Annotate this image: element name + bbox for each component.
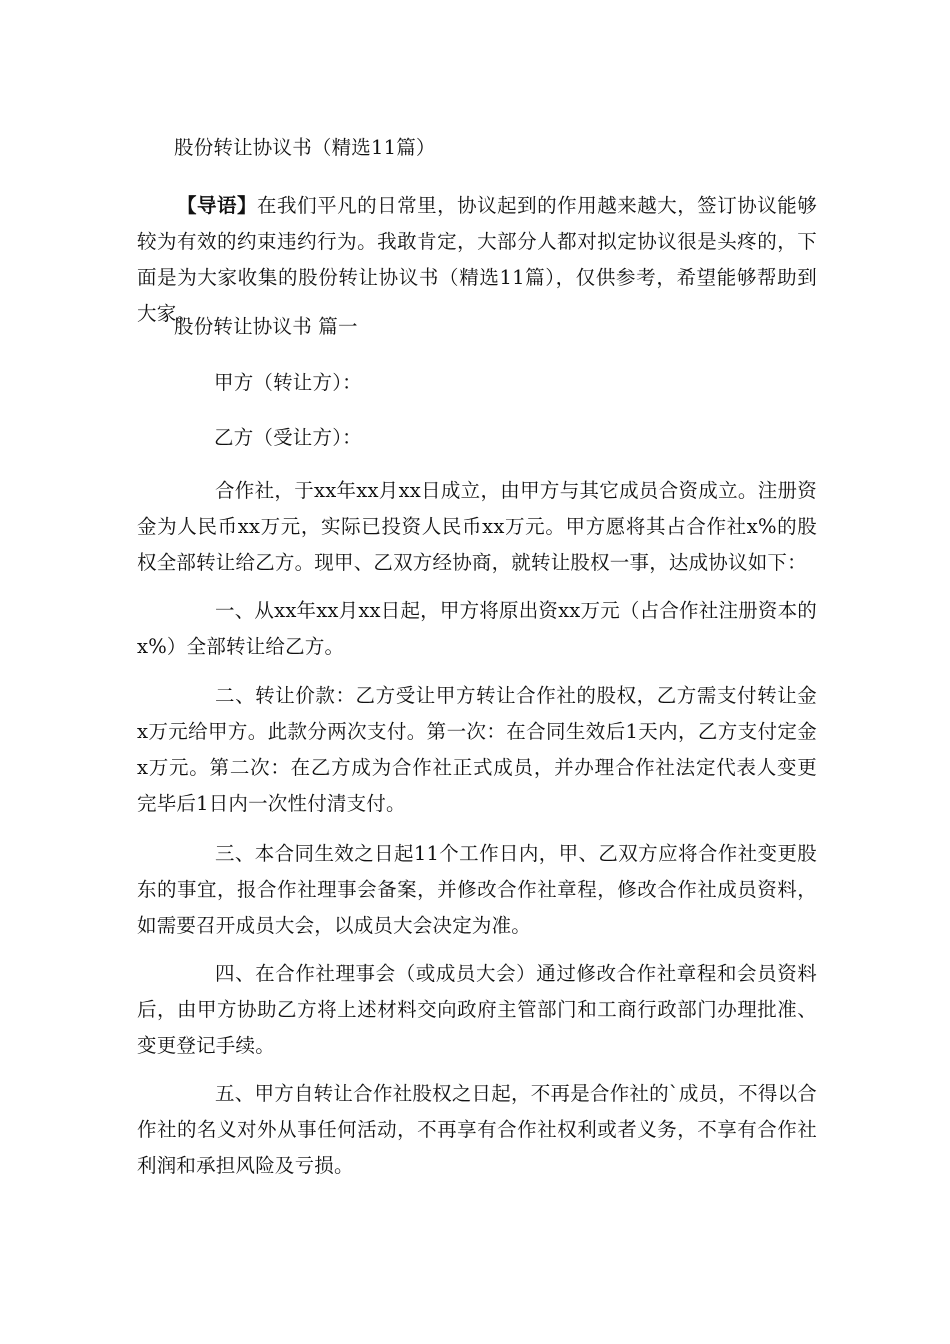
party-a-line: 甲方（转让方）：	[214, 371, 362, 394]
clause-5: 五、甲方自转让合作社股权之日起，不再是合作社的`成员，不得以合作社的名义对外从事任何活动，不再享有合作社权利或者义务，不享有合作社利润和承担风险及亏损。	[137, 1082, 817, 1177]
paragraph-company-info: 合作社，于xx年xx月xx日成立，由甲方与其它成员合资成立。注册资金为人民币xx万元，实际已投资人民币xx万元。甲方愿将其占合作社x%的股权全部转让给乙方。现甲、乙双方经协商，就转让股权一事，达成协议如下：	[137, 479, 817, 574]
section-heading: 股份转让协议书 篇一	[174, 315, 358, 338]
intro-text: 在我们平凡的日常里，协议起到的作用越来越大，签订协议能够较为有效的约束违约行为。我敢肯定，大部分人都对拟定协议很是头疼的，下面是为大家收集的股份转让协议书（精选11篇），仅供参考，希望能够帮助到大家。	[137, 194, 817, 325]
clause-4: 四、在合作社理事会（或成员大会）通过修改合作社章程和会员资料后，由甲方协助乙方将上述材料交向政府主管部门和工商行政部门办理批准、变更登记手续。	[137, 962, 817, 1057]
clause-3: 三、本合同生效之日起11个工作日内，甲、乙双方应将合作社变更股东的事宜，报合作社理事会备案，并修改合作社章程，修改合作社成员资料，如需要召开成员大会，以成员大会决定为准。	[137, 842, 817, 937]
intro-paragraph	[137, 188, 817, 332]
intro-label: 【导语】	[177, 194, 258, 217]
clause-2: 二、转让价款：乙方受让甲方转让合作社的股权，乙方需支付转让金x万元给甲方。此款分两次支付。第一次：在合同生效后1天内，乙方支付定金x万元。第二次：在乙方成为合作社正式成员，并办理合作社法定代表人变更完毕后1日内一次性付清支付。	[137, 684, 817, 815]
clause-1: 一、从xx年xx月xx日起，甲方将原出资xx万元（占合作社注册资本的x%）全部转让给乙方。	[137, 599, 817, 658]
party-b-line: 乙方（受让方）：	[214, 426, 362, 449]
document-title: 股份转让协议书（精选11篇）	[174, 136, 436, 159]
